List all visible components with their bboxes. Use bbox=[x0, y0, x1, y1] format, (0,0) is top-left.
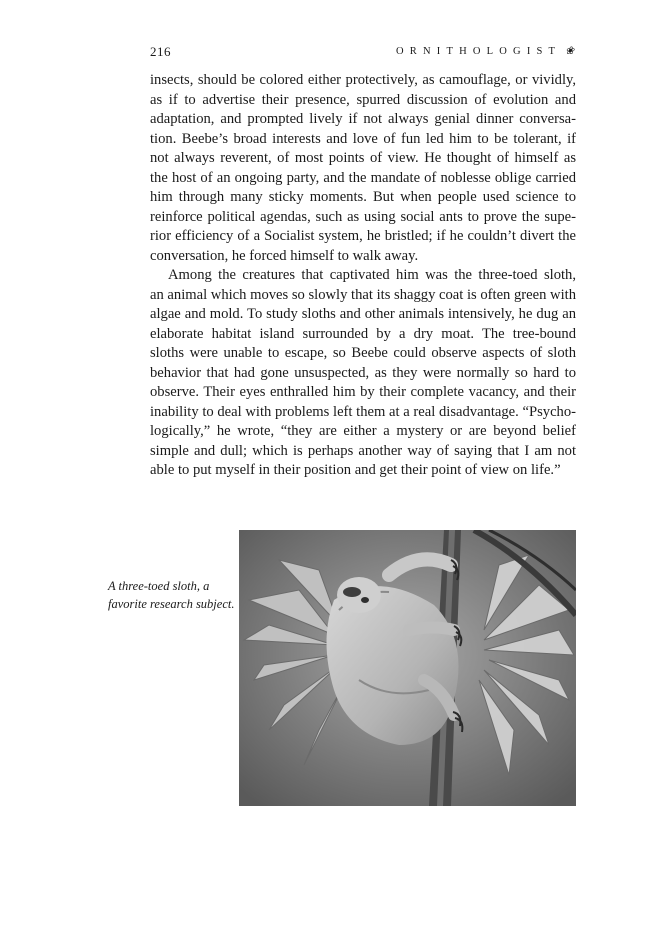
sloth-photo-illustration bbox=[239, 530, 576, 806]
text-line: simple and dull; which is perhaps another way of saying that I am not bbox=[150, 442, 576, 459]
text-line: Among the creatures that captivated him was the three-toed sloth, bbox=[168, 267, 576, 283]
body-text bbox=[150, 71, 576, 481]
page-number: 216 bbox=[150, 44, 171, 59]
caption-line: A three-toed sloth, a bbox=[108, 579, 210, 593]
paragraph-2 bbox=[150, 266, 576, 481]
text-line: able to put myself in their position and get their point of view on life.” bbox=[150, 462, 561, 478]
running-head-title: ORNITHOLOGIST bbox=[396, 46, 562, 57]
text-line: adaptation, and prompted lively if not always genial dinner conversa- bbox=[150, 111, 576, 127]
text-line: elaborate habitat island surrounded by a dry moat. The tree-bound bbox=[150, 325, 576, 342]
fleuron-icon: ❀ bbox=[565, 46, 574, 57]
text-line: rior efficiency of a Socialist system, he bristled; if he couldn’t divert the bbox=[150, 228, 576, 244]
text-line: as if to advertise their presence, spurred discussion of evolution and bbox=[150, 91, 576, 108]
text-line: algae and mold. To study sloths and other animals intensively, he dug an bbox=[150, 306, 576, 322]
text-line: inability to deal with problems left them at a real disadvantage. “Psycho- bbox=[150, 403, 576, 420]
text-line: insects, should be colored either protectively, as camouflage, or vividly, bbox=[150, 72, 576, 88]
text-line: observe. Their eyes enthralled him by their complete vacancy, and their bbox=[150, 384, 576, 400]
running-head bbox=[396, 45, 574, 57]
paragraph-1 bbox=[150, 71, 576, 266]
text-line: reinforce political agendas, such as using social ants to prove the supe- bbox=[150, 208, 576, 225]
text-line: sloths were unable to escape, so Beebe could observe aspects of sloth bbox=[150, 345, 576, 361]
text-line: conversation, he forced himself to walk away. bbox=[150, 247, 419, 264]
caption-line: favorite research subject. bbox=[108, 597, 235, 611]
text-line: him through many sticky moments. But when people used science to bbox=[150, 189, 576, 205]
text-line: behavior that had gone unsuspected, as they were normally so hard to bbox=[150, 364, 576, 381]
text-line: tion. Beebe’s broad interests and love of fun led him to be tolerant, if bbox=[150, 130, 576, 147]
text-line: the host of an ongoing party, and the mandate of noblesse oblige carried bbox=[150, 169, 576, 186]
text-line: not always reverent, of most points of view. He thought of himself as bbox=[150, 150, 576, 166]
text-line: logically,” he wrote, “they are either a mystery or are beyond belief bbox=[150, 423, 576, 439]
figure-caption bbox=[108, 577, 238, 613]
text-line: an animal which moves so slowly that its shaggy coat is often green with bbox=[150, 286, 576, 303]
sloth-photo bbox=[239, 530, 576, 806]
